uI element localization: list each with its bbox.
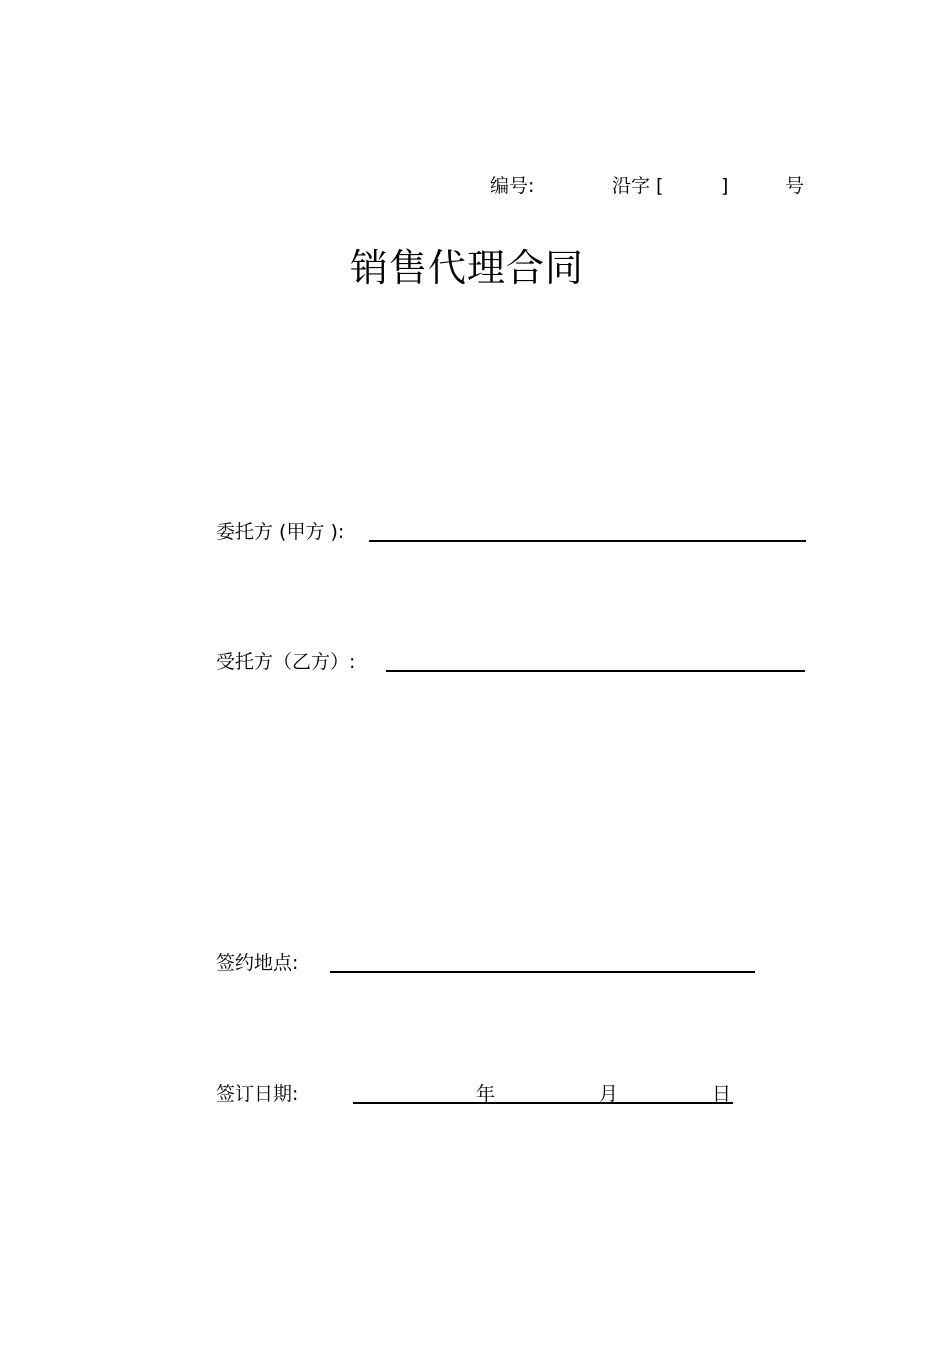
- serial-bracket-close: ]: [721, 175, 729, 197]
- party-a-underline[interactable]: [369, 540, 806, 542]
- location-label: 签约地点:: [216, 952, 299, 974]
- date-day-label: 日: [712, 1083, 732, 1105]
- document-title: 销售代理合同: [350, 246, 585, 290]
- serial-label: 编号:: [490, 175, 535, 197]
- location-underline[interactable]: [330, 971, 755, 973]
- party-b-label: 受托方（乙方）:: [216, 651, 356, 673]
- date-year-label: 年: [476, 1083, 496, 1105]
- serial-prefix: 沿字 [: [612, 175, 664, 197]
- party-b-underline[interactable]: [386, 670, 805, 672]
- serial-suffix: 号: [785, 175, 805, 197]
- party-a-label: 委托方 (甲方 ):: [216, 521, 345, 543]
- date-month-label: 月: [599, 1083, 619, 1105]
- date-label: 签订日期:: [216, 1083, 299, 1105]
- date-underline[interactable]: [353, 1102, 733, 1104]
